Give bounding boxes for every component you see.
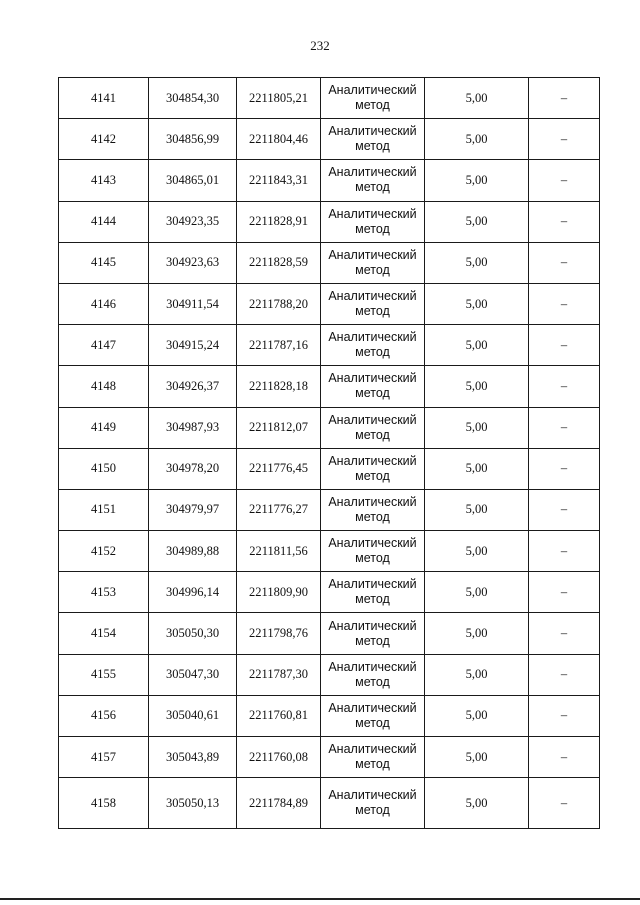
note-cell: – xyxy=(529,283,600,324)
method-line-1: Аналитический xyxy=(328,618,417,633)
table-row xyxy=(59,778,600,829)
method-line-2: метод xyxy=(355,180,390,195)
y-coordinate-cell: 2211804,46 xyxy=(237,119,321,160)
method-cell xyxy=(321,737,425,778)
method-line-2: метод xyxy=(355,509,390,524)
y-coordinate-cell: 2211760,08 xyxy=(237,737,321,778)
method-line-2: метод xyxy=(355,427,390,442)
method-line-1: Аналитический xyxy=(328,206,417,221)
table-row xyxy=(59,654,600,695)
accuracy-cell: 5,00 xyxy=(425,283,529,324)
accuracy-cell: 5,00 xyxy=(425,78,529,119)
x-coordinate-cell: 304987,93 xyxy=(149,407,237,448)
y-coordinate-cell: 2211787,16 xyxy=(237,325,321,366)
method-line-1: Аналитический xyxy=(328,742,417,757)
method-cell xyxy=(321,325,425,366)
note-cell: – xyxy=(529,695,600,736)
x-coordinate-cell: 305050,30 xyxy=(149,613,237,654)
method-cell xyxy=(321,407,425,448)
y-coordinate-cell: 2211828,59 xyxy=(237,242,321,283)
method-cell xyxy=(321,119,425,160)
y-coordinate-cell: 2211828,91 xyxy=(237,201,321,242)
method-line-2: метод xyxy=(355,386,390,401)
method-line-1: Аналитический xyxy=(328,165,417,180)
table-row xyxy=(59,366,600,407)
method-line-2: метод xyxy=(355,468,390,483)
y-coordinate-cell: 2211760,81 xyxy=(237,695,321,736)
note-cell: – xyxy=(529,119,600,160)
method-cell xyxy=(321,489,425,530)
coordinates-table xyxy=(58,77,600,829)
method-cell xyxy=(321,201,425,242)
method-line-2: метод xyxy=(355,674,390,689)
method-line-2: метод xyxy=(355,551,390,566)
method-line-1: Аналитический xyxy=(328,494,417,509)
x-coordinate-cell: 304865,01 xyxy=(149,160,237,201)
x-coordinate-cell: 305050,13 xyxy=(149,778,237,829)
table-row xyxy=(59,448,600,489)
method-line-1: Аналитический xyxy=(328,330,417,345)
y-coordinate-cell: 2211843,31 xyxy=(237,160,321,201)
point-number-cell: 4144 xyxy=(59,201,149,242)
method-line-2: метод xyxy=(355,592,390,607)
method-line-1: Аналитический xyxy=(328,536,417,551)
point-number-cell: 4147 xyxy=(59,325,149,366)
y-coordinate-cell: 2211805,21 xyxy=(237,78,321,119)
y-coordinate-cell: 2211776,27 xyxy=(237,489,321,530)
accuracy-cell: 5,00 xyxy=(425,160,529,201)
method-line-2: метод xyxy=(355,98,390,113)
method-cell xyxy=(321,448,425,489)
table-row xyxy=(59,160,600,201)
note-cell: – xyxy=(529,613,600,654)
y-coordinate-cell: 2211811,56 xyxy=(237,531,321,572)
method-line-1: Аналитический xyxy=(328,289,417,304)
point-number-cell: 4157 xyxy=(59,737,149,778)
accuracy-cell: 5,00 xyxy=(425,366,529,407)
table-row xyxy=(59,695,600,736)
method-line-2: метод xyxy=(355,803,390,818)
table-body xyxy=(59,78,600,829)
bottom-border-line xyxy=(0,898,640,900)
point-number-cell: 4155 xyxy=(59,654,149,695)
accuracy-cell: 5,00 xyxy=(425,695,529,736)
method-line-2: метод xyxy=(355,715,390,730)
method-cell xyxy=(321,366,425,407)
method-line-2: метод xyxy=(355,757,390,772)
accuracy-cell: 5,00 xyxy=(425,407,529,448)
point-number-cell: 4145 xyxy=(59,242,149,283)
point-number-cell: 4149 xyxy=(59,407,149,448)
method-cell xyxy=(321,78,425,119)
x-coordinate-cell: 304856,99 xyxy=(149,119,237,160)
point-number-cell: 4146 xyxy=(59,283,149,324)
point-number-cell: 4154 xyxy=(59,613,149,654)
table-row xyxy=(59,325,600,366)
point-number-cell: 4158 xyxy=(59,778,149,829)
method-line-1: Аналитический xyxy=(328,788,417,803)
note-cell: – xyxy=(529,407,600,448)
y-coordinate-cell: 2211784,89 xyxy=(237,778,321,829)
table-row xyxy=(59,572,600,613)
accuracy-cell: 5,00 xyxy=(425,325,529,366)
accuracy-cell: 5,00 xyxy=(425,119,529,160)
y-coordinate-cell: 2211776,45 xyxy=(237,448,321,489)
method-cell xyxy=(321,531,425,572)
method-line-1: Аналитический xyxy=(328,659,417,674)
note-cell: – xyxy=(529,489,600,530)
note-cell: – xyxy=(529,160,600,201)
table-row xyxy=(59,407,600,448)
note-cell: – xyxy=(529,242,600,283)
method-cell xyxy=(321,778,425,829)
accuracy-cell: 5,00 xyxy=(425,448,529,489)
y-coordinate-cell: 2211828,18 xyxy=(237,366,321,407)
accuracy-cell: 5,00 xyxy=(425,737,529,778)
method-line-2: метод xyxy=(355,139,390,154)
table-row xyxy=(59,531,600,572)
point-number-cell: 4151 xyxy=(59,489,149,530)
point-number-cell: 4141 xyxy=(59,78,149,119)
point-number-cell: 4156 xyxy=(59,695,149,736)
method-line-2: метод xyxy=(355,262,390,277)
method-line-1: Аналитический xyxy=(328,453,417,468)
table-row xyxy=(59,78,600,119)
x-coordinate-cell: 304989,88 xyxy=(149,531,237,572)
accuracy-cell: 5,00 xyxy=(425,654,529,695)
note-cell: – xyxy=(529,78,600,119)
method-line-2: метод xyxy=(355,221,390,236)
note-cell: – xyxy=(529,366,600,407)
method-cell xyxy=(321,572,425,613)
method-line-1: Аналитический xyxy=(328,247,417,262)
method-line-1: Аналитический xyxy=(328,124,417,139)
x-coordinate-cell: 304923,63 xyxy=(149,242,237,283)
method-line-1: Аналитический xyxy=(328,700,417,715)
x-coordinate-cell: 304979,97 xyxy=(149,489,237,530)
x-coordinate-cell: 304926,37 xyxy=(149,366,237,407)
method-line-1: Аналитический xyxy=(328,83,417,98)
table-row xyxy=(59,242,600,283)
accuracy-cell: 5,00 xyxy=(425,778,529,829)
note-cell: – xyxy=(529,778,600,829)
method-line-1: Аналитический xyxy=(328,412,417,427)
point-number-cell: 4150 xyxy=(59,448,149,489)
accuracy-cell: 5,00 xyxy=(425,613,529,654)
point-number-cell: 4143 xyxy=(59,160,149,201)
accuracy-cell: 5,00 xyxy=(425,242,529,283)
y-coordinate-cell: 2211812,07 xyxy=(237,407,321,448)
note-cell: – xyxy=(529,654,600,695)
y-coordinate-cell: 2211787,30 xyxy=(237,654,321,695)
method-line-2: метод xyxy=(355,345,390,360)
method-line-1: Аналитический xyxy=(328,371,417,386)
x-coordinate-cell: 304854,30 xyxy=(149,78,237,119)
table-row xyxy=(59,119,600,160)
accuracy-cell: 5,00 xyxy=(425,201,529,242)
point-number-cell: 4148 xyxy=(59,366,149,407)
point-number-cell: 4142 xyxy=(59,119,149,160)
y-coordinate-cell: 2211798,76 xyxy=(237,613,321,654)
x-coordinate-cell: 304923,35 xyxy=(149,201,237,242)
note-cell: – xyxy=(529,201,600,242)
accuracy-cell: 5,00 xyxy=(425,572,529,613)
page-number: 232 xyxy=(310,38,330,53)
x-coordinate-cell: 305047,30 xyxy=(149,654,237,695)
x-coordinate-cell: 304915,24 xyxy=(149,325,237,366)
method-line-2: метод xyxy=(355,304,390,319)
x-coordinate-cell: 305043,89 xyxy=(149,737,237,778)
accuracy-cell: 5,00 xyxy=(425,531,529,572)
method-line-1: Аналитический xyxy=(328,577,417,592)
note-cell: – xyxy=(529,448,600,489)
method-cell xyxy=(321,695,425,736)
note-cell: – xyxy=(529,572,600,613)
point-number-cell: 4152 xyxy=(59,531,149,572)
note-cell: – xyxy=(529,325,600,366)
method-cell xyxy=(321,283,425,324)
table-row xyxy=(59,201,600,242)
table-row xyxy=(59,737,600,778)
method-cell xyxy=(321,613,425,654)
x-coordinate-cell: 305040,61 xyxy=(149,695,237,736)
x-coordinate-cell: 304996,14 xyxy=(149,572,237,613)
method-cell xyxy=(321,242,425,283)
x-coordinate-cell: 304978,20 xyxy=(149,448,237,489)
table-row xyxy=(59,613,600,654)
accuracy-cell: 5,00 xyxy=(425,489,529,530)
y-coordinate-cell: 2211788,20 xyxy=(237,283,321,324)
table-row xyxy=(59,283,600,324)
point-number-cell: 4153 xyxy=(59,572,149,613)
y-coordinate-cell: 2211809,90 xyxy=(237,572,321,613)
table-row xyxy=(59,489,600,530)
method-cell xyxy=(321,654,425,695)
method-line-2: метод xyxy=(355,633,390,648)
note-cell: – xyxy=(529,531,600,572)
note-cell: – xyxy=(529,737,600,778)
method-cell xyxy=(321,160,425,201)
x-coordinate-cell: 304911,54 xyxy=(149,283,237,324)
